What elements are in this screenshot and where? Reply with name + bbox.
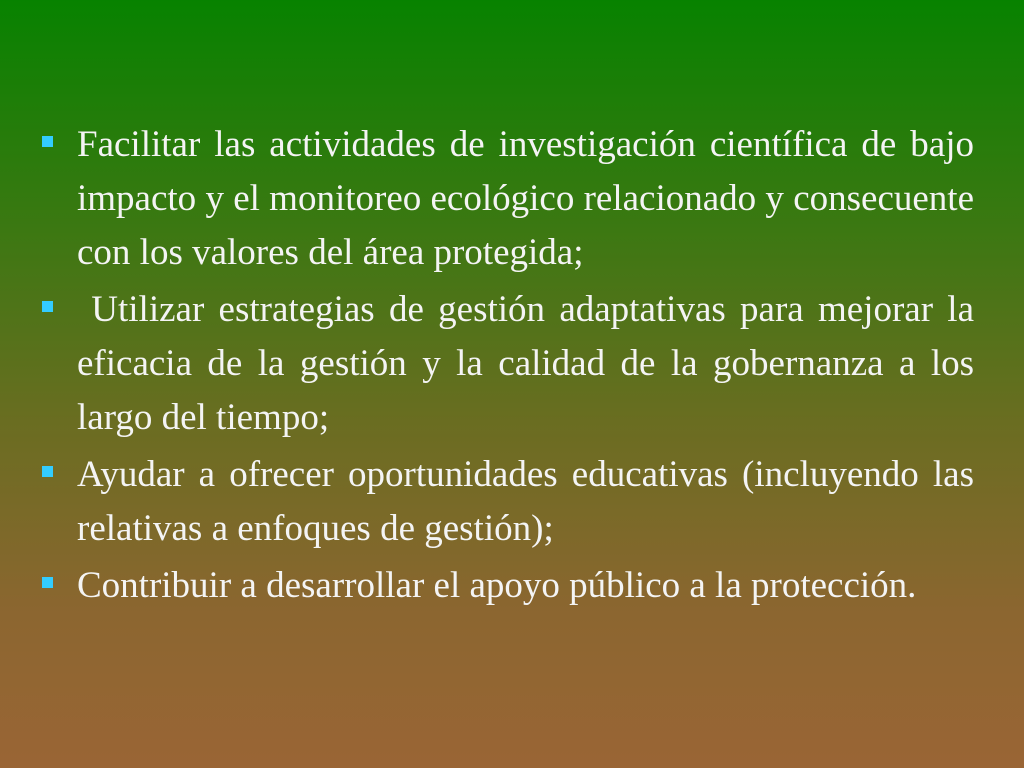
bullet-text: Contribuir a desarrollar el apoyo público a la protección. xyxy=(77,565,917,606)
bullet-item-education xyxy=(40,448,984,556)
bullet-item-adaptive-management xyxy=(40,283,984,445)
square-bullet-icon xyxy=(42,466,53,477)
bullet-text: Facilitar las actividades de investigación científica de bajo impacto y el monitoreo ecológico relacionado y consecuente con los valores del área protegida; xyxy=(77,124,984,273)
square-bullet-icon xyxy=(42,301,53,312)
bullet-list xyxy=(40,118,984,616)
bullet-text: Utilizar estrategias de gestión adaptativas para mejorar la eficacia de la gestión y la calidad de la gobernanza a los largo del tiempo; xyxy=(77,289,984,438)
bullet-item-public-support xyxy=(40,559,974,613)
bullet-text: Ayudar a ofrecer oportunidades educativas (incluyendo las relativas a enfoques de gestión); xyxy=(77,454,984,549)
square-bullet-icon xyxy=(42,577,53,588)
bullet-item-research xyxy=(40,118,984,280)
square-bullet-icon xyxy=(42,136,53,147)
